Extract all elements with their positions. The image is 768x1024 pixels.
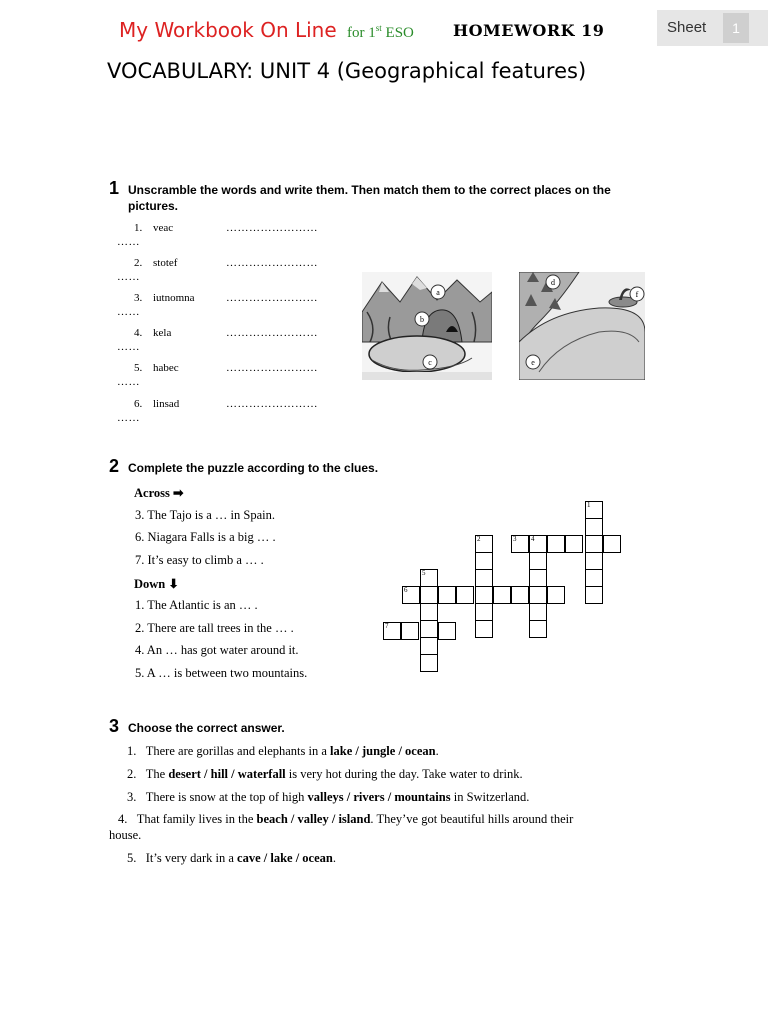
question-4-continuation: house. xyxy=(109,828,142,842)
question-1: 1. There are gorillas and elephants in a lake / jungle / ocean. xyxy=(127,744,439,758)
crossword-cell[interactable]: 3 xyxy=(511,535,529,553)
picture-label: f xyxy=(635,290,639,299)
crossword-cell[interactable] xyxy=(420,637,438,655)
answer-options[interactable]: valleys / rivers / mountains xyxy=(307,790,451,804)
scrambled-word: habec xyxy=(153,362,179,374)
crossword-cell[interactable] xyxy=(529,586,547,604)
section-2-instruction: Complete the puzzle according to the clues. xyxy=(128,461,379,475)
crossword-cell[interactable]: 5 xyxy=(420,569,438,587)
answer-options[interactable]: desert / hill / waterfall xyxy=(168,767,286,781)
list-item-num: 6. xyxy=(134,398,143,410)
crossword-cell[interactable] xyxy=(585,535,603,553)
sheet-label: Sheet xyxy=(667,19,707,36)
list-item-num: 4. xyxy=(134,327,143,339)
list-item-num: 1. xyxy=(134,222,143,234)
scrambled-word: iutnomna xyxy=(153,292,195,304)
answer-line-tail: …… xyxy=(117,236,140,248)
crossword-cell[interactable] xyxy=(585,586,603,604)
crossword-cell[interactable] xyxy=(547,586,565,604)
crossword-cell[interactable] xyxy=(529,620,547,638)
crossword-cell[interactable] xyxy=(420,620,438,638)
brand-name: My Workbook On Line xyxy=(119,18,337,42)
crossword-cell[interactable] xyxy=(529,569,547,587)
section-1-number: 1 xyxy=(109,178,120,198)
answer-line-tail: …… xyxy=(117,306,140,318)
down-clue: 2. There are tall trees in the … . xyxy=(135,621,294,635)
brand-title xyxy=(119,18,414,42)
crossword-cell[interactable] xyxy=(585,552,603,570)
crossword-cell[interactable] xyxy=(585,518,603,536)
crossword-cell[interactable]: 6 xyxy=(402,586,420,604)
section-3-instruction: Choose the correct answer. xyxy=(128,721,285,735)
homework-title: HOMEWORK 19 xyxy=(453,21,605,40)
crossword-cell[interactable] xyxy=(420,654,438,672)
picture-label: c xyxy=(428,358,432,367)
crossword-cell[interactable] xyxy=(585,569,603,587)
scrambled-word: veac xyxy=(153,222,174,234)
island-beach-illustration xyxy=(519,272,645,380)
down-heading: Down ⬇ xyxy=(134,577,179,591)
answer-line-tail: …… xyxy=(117,341,140,353)
picture-label: b xyxy=(420,315,424,324)
answer-options[interactable]: lake / jungle / ocean xyxy=(330,744,436,758)
picture-label: a xyxy=(436,288,440,297)
section-2-number: 2 xyxy=(109,456,120,476)
answer-line[interactable]: …………………… xyxy=(226,292,318,304)
question-4: 4. That family lives in the beach / valley / island. They’ve got beautiful hills around their xyxy=(118,812,574,826)
picture-label: e xyxy=(531,358,535,367)
crossword-cell[interactable] xyxy=(529,552,547,570)
crossword-cell[interactable] xyxy=(438,622,456,640)
answer-line[interactable]: …………………… xyxy=(226,362,318,374)
down-clue: 1. The Atlantic is an … . xyxy=(135,598,258,612)
crossword-cell[interactable] xyxy=(420,603,438,621)
down-clue: 5. A … is between two mountains. xyxy=(135,666,308,680)
list-item-num: 2. xyxy=(134,257,143,269)
answer-line-tail: …… xyxy=(117,376,140,388)
down-clue: 4. An … has got water around it. xyxy=(135,643,299,657)
section-3-number: 3 xyxy=(109,716,120,736)
crossword-cell[interactable] xyxy=(401,622,419,640)
list-item-num: 5. xyxy=(134,362,143,374)
sheet-number: 1 xyxy=(723,13,749,43)
crossword-cell[interactable] xyxy=(475,569,493,587)
scrambled-word: stotef xyxy=(153,257,178,269)
crossword-cell[interactable] xyxy=(438,586,456,604)
crossword-cell[interactable] xyxy=(493,586,511,604)
crossword-cell[interactable]: 1 xyxy=(585,501,603,519)
mountain-lake-illustration xyxy=(362,272,492,380)
across-clue: 7. It’s easy to climb a … . xyxy=(135,553,264,567)
answer-line[interactable]: …………………… xyxy=(226,222,318,234)
question-3: 3. There is snow at the top of high valleys / rivers / mountains in Switzerland. xyxy=(127,790,530,804)
crossword-cell[interactable] xyxy=(475,603,493,621)
crossword-cell[interactable] xyxy=(420,586,438,604)
across-clue: 3. The Tajo is a … in Spain. xyxy=(135,508,275,522)
answer-line[interactable]: …………………… xyxy=(226,327,318,339)
crossword-cell[interactable] xyxy=(475,620,493,638)
answer-line[interactable]: …………………… xyxy=(226,398,318,410)
crossword-cell[interactable] xyxy=(511,586,529,604)
crossword-cell[interactable] xyxy=(603,535,621,553)
crossword-cell[interactable] xyxy=(475,586,493,604)
course-level: for 1st ESO xyxy=(347,23,414,41)
across-heading: Across ➡ xyxy=(134,486,184,500)
crossword-cell[interactable]: 4 xyxy=(529,535,547,553)
section-1-instruction-cont: pictures. xyxy=(128,199,179,213)
crossword-cell[interactable]: 7 xyxy=(383,622,401,640)
answer-options[interactable]: beach / valley / island xyxy=(256,812,371,826)
crossword-cell[interactable] xyxy=(475,552,493,570)
scrambled-word: linsad xyxy=(153,398,180,410)
page-title: VOCABULARY: UNIT 4 (Geographical features) xyxy=(107,59,587,83)
crossword-cell[interactable]: 2 xyxy=(475,535,493,553)
section-1-instruction: Unscramble the words and write them. Then match them to the correct places on the xyxy=(128,183,611,197)
question-5: 5. It’s very dark in a cave / lake / ocean. xyxy=(127,851,336,865)
answer-line[interactable]: …………………… xyxy=(226,257,318,269)
scrambled-word: kela xyxy=(153,327,172,339)
question-2: 2. The desert / hill / waterfall is very hot during the day. Take water to drink. xyxy=(127,767,523,781)
picture-label: d xyxy=(551,278,555,287)
across-clue: 6. Niagara Falls is a big … . xyxy=(135,530,276,544)
crossword-cell[interactable] xyxy=(529,603,547,621)
crossword-cell[interactable] xyxy=(547,535,565,553)
crossword-cell[interactable] xyxy=(565,535,583,553)
answer-options[interactable]: cave / lake / ocean xyxy=(237,851,333,865)
answer-line-tail: …… xyxy=(117,412,140,424)
answer-line-tail: …… xyxy=(117,271,140,283)
list-item-num: 3. xyxy=(134,292,143,304)
crossword-cell[interactable] xyxy=(456,586,474,604)
